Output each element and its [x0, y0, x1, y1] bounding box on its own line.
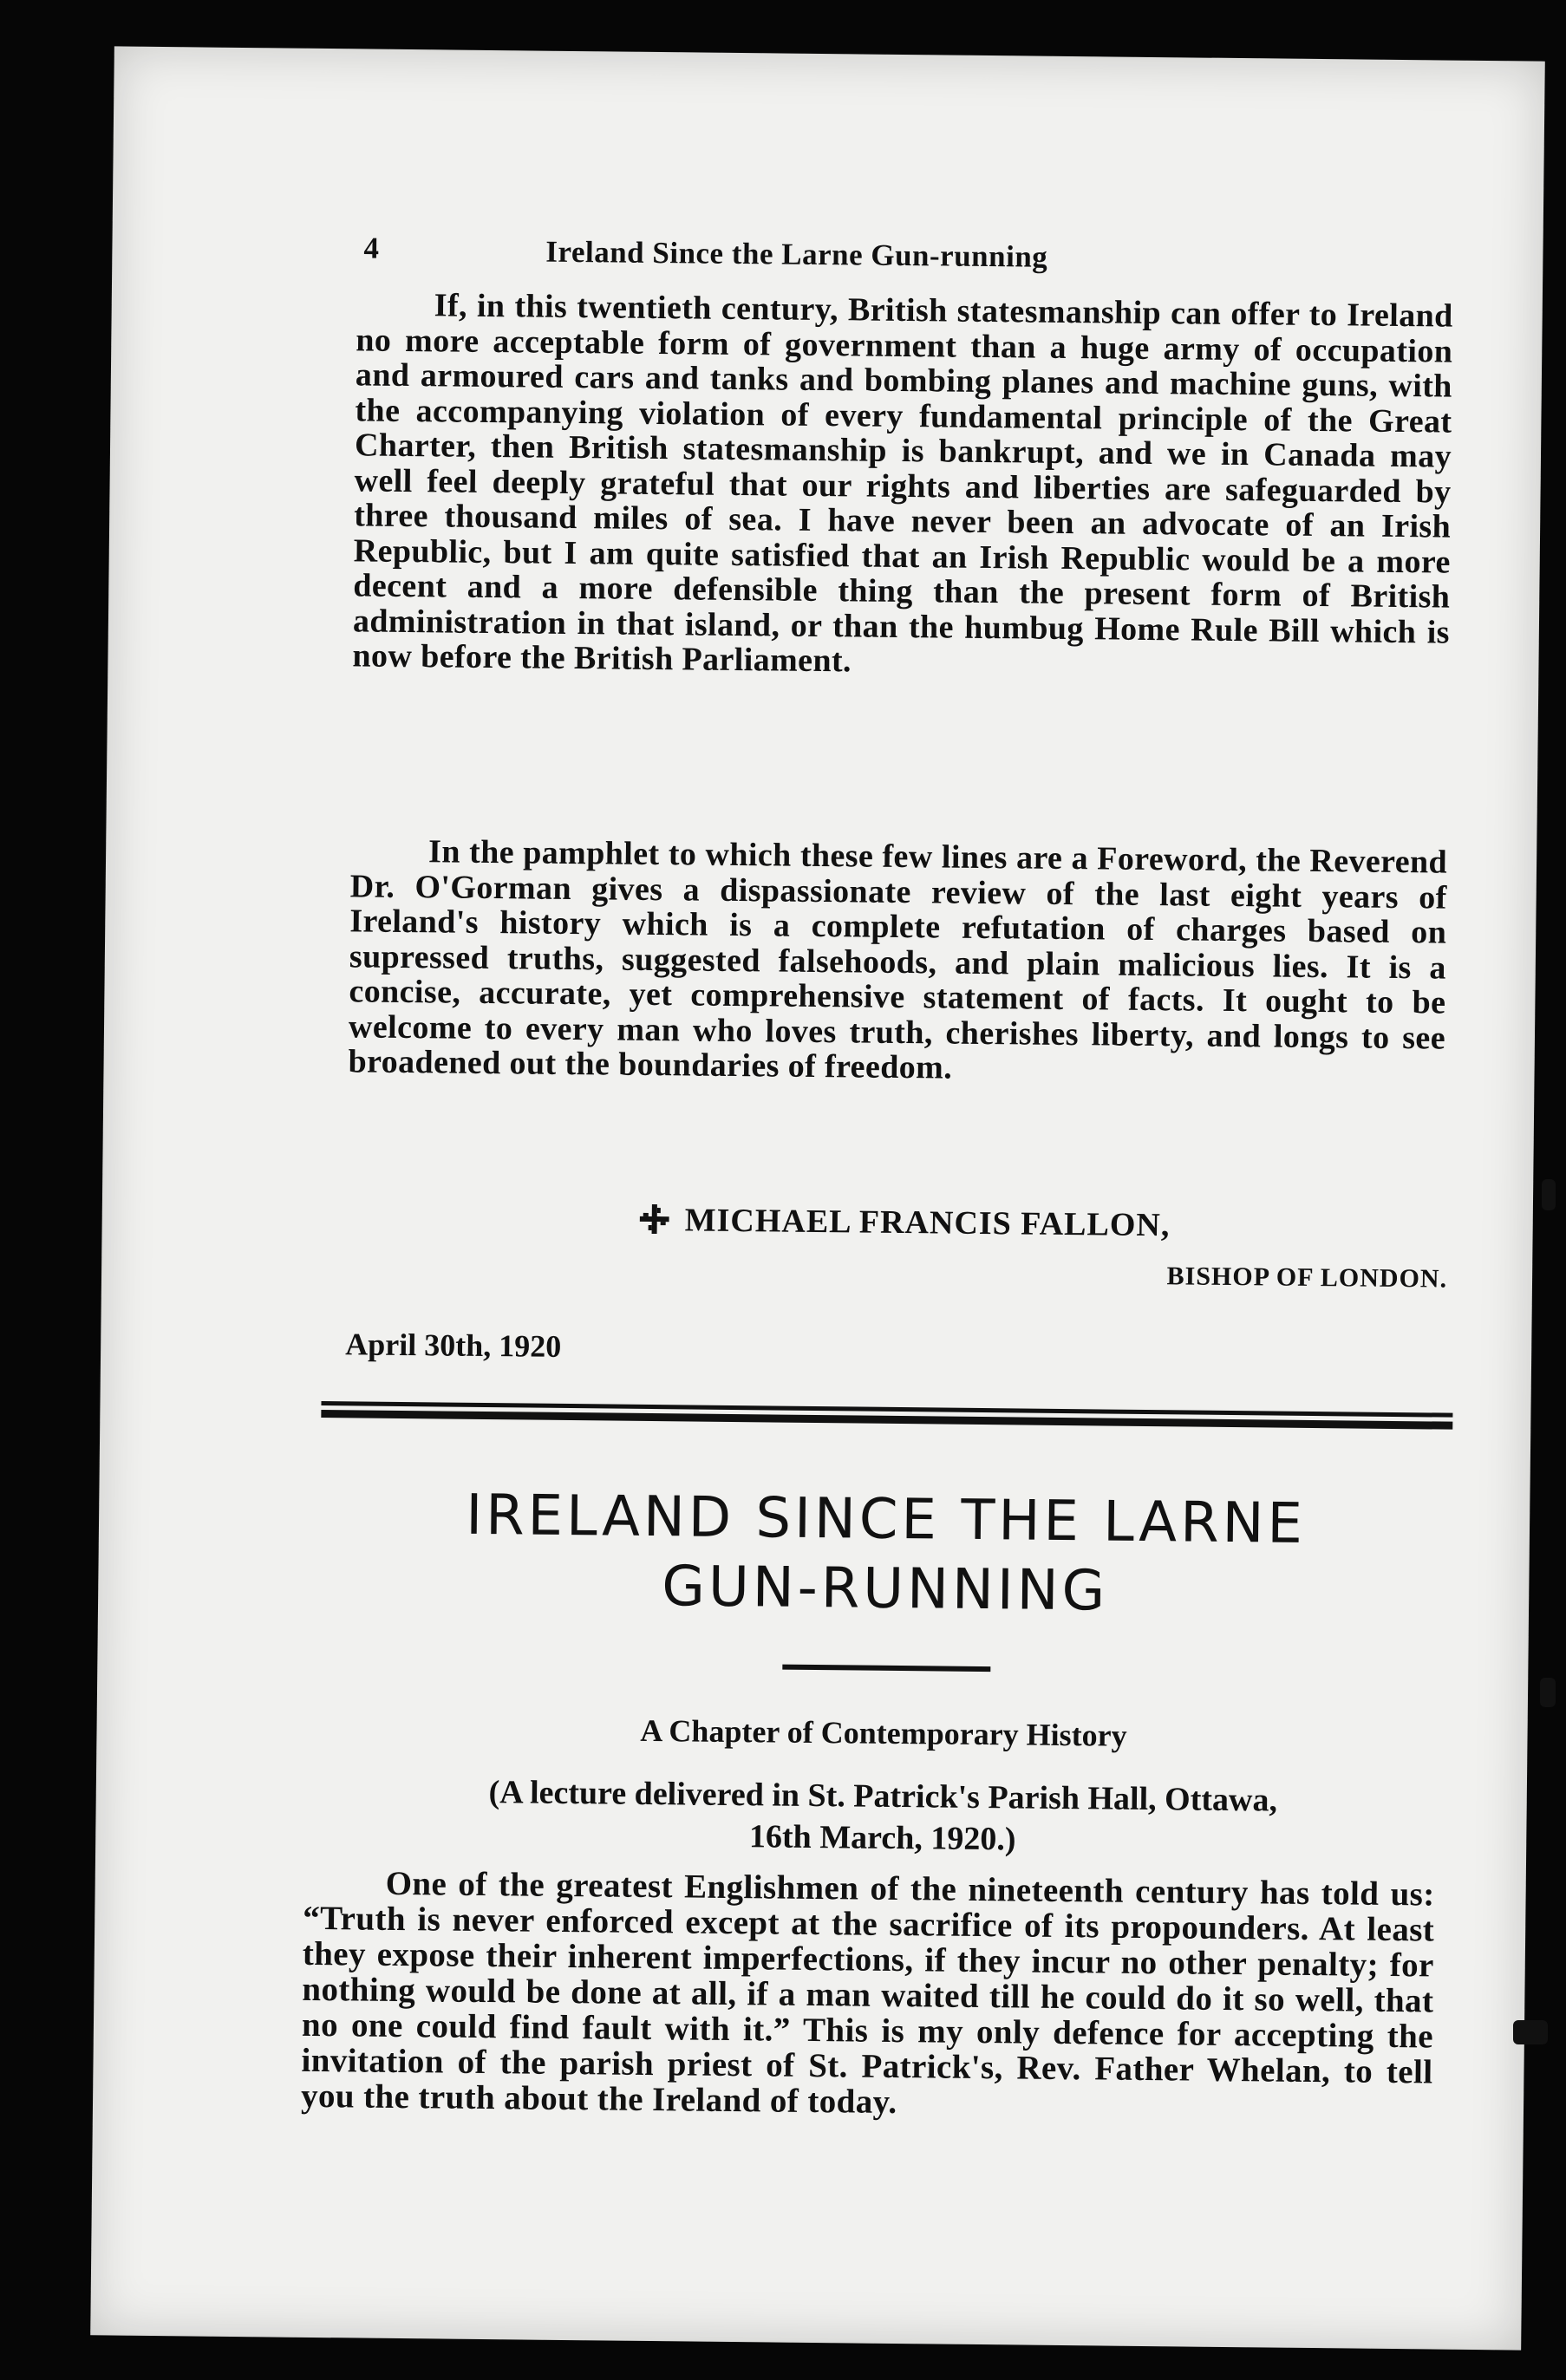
- film-clip-mark: [1513, 2020, 1548, 2044]
- lecture-title: [319, 1479, 1452, 1630]
- signature-block: [639, 1201, 1455, 1294]
- signature-name: MICHAEL FRANCIS FALLON,: [684, 1202, 1171, 1244]
- page-number: 4: [363, 231, 380, 265]
- foreword-paragraph-2: In the pamphlet to which these few lines are a Foreword, the Reverend Dr. O'Gorman gives a dispassionate review of the last eight years of Ireland's history which is a complete refutation of charges based on supressed truths, suggested falsehoods, and plain malicious lies. It is a concise, accurate, yet comprehensive statement of facts. It ought to be welcome to every man who loves truth, cherishes liberty, and longs to see broadened out the boundaries of freedom.: [348, 833, 1448, 1086]
- lecture-note-line-2: 16th March, 1920.): [748, 1818, 1016, 1858]
- lecture-title-line-1: IRELAND SINCE THE LARNE: [465, 1483, 1307, 1556]
- lecture-subtitle: A Chapter of Contemporary History: [640, 1712, 1127, 1753]
- episcopal-cross-icon: [640, 1204, 669, 1234]
- lecture-note: [316, 1770, 1449, 1865]
- film-clip-mark: [1542, 1179, 1556, 1210]
- foreword-date: April 30th, 1920: [344, 1327, 562, 1364]
- signature-office: BISHOP OF LONDON.: [1166, 1262, 1448, 1294]
- signature-name-line: [639, 1201, 1454, 1248]
- film-clip-mark: [1540, 1678, 1556, 1707]
- document-page: [90, 46, 1545, 2350]
- lecture-title-line-2: GUN-RUNNING: [662, 1555, 1109, 1624]
- title-underline: [782, 1665, 990, 1673]
- lecture-paragraph-1: One of the greatest Englishmen of the nineteenth century has told us: “Truth is never enforced except at the sacrifice of its propounders. At least they expose their inherent imperfections, if they incur no other penalty; for nothing would be done at all, if a man waited till he could do it so well, that no one could find fault with it.” This is my only defence for accepting the invitation of the parish priest of St. Patrick's, Rev. Father Whelan, to tell you the truth about the Ireland of today.: [300, 1864, 1435, 2122]
- running-head: [363, 231, 1405, 274]
- lecture-note-line-1: (A lecture delivered in St. Patrick's Parish Hall, Ottawa,: [488, 1774, 1278, 1819]
- foreword-paragraph-1: If, in this twentieth century, British statesmanship can offer to Ireland no more acceptable form of government than a huge army of occupation and armoured cars and tanks and bombing planes and machine guns, with the accompanying violation of every fundamental principle of the Great Charter, then British statesmanship is bankrupt, and we in Canada may well feel deeply grateful that our rights and liberties are safeguarded by three thousand miles of sea. I have never been an advocate of an Irish Republic, but I am quite satisfied that an Irish Republic would be a more decent and a more defensible thing than the present form of British administration in that island, or than the humbug Home Rule Bill which is now before the British Parliament.: [352, 287, 1453, 680]
- running-head-title: Ireland Since the Larne Gun-running: [545, 234, 1048, 274]
- section-divider: [321, 1401, 1452, 1432]
